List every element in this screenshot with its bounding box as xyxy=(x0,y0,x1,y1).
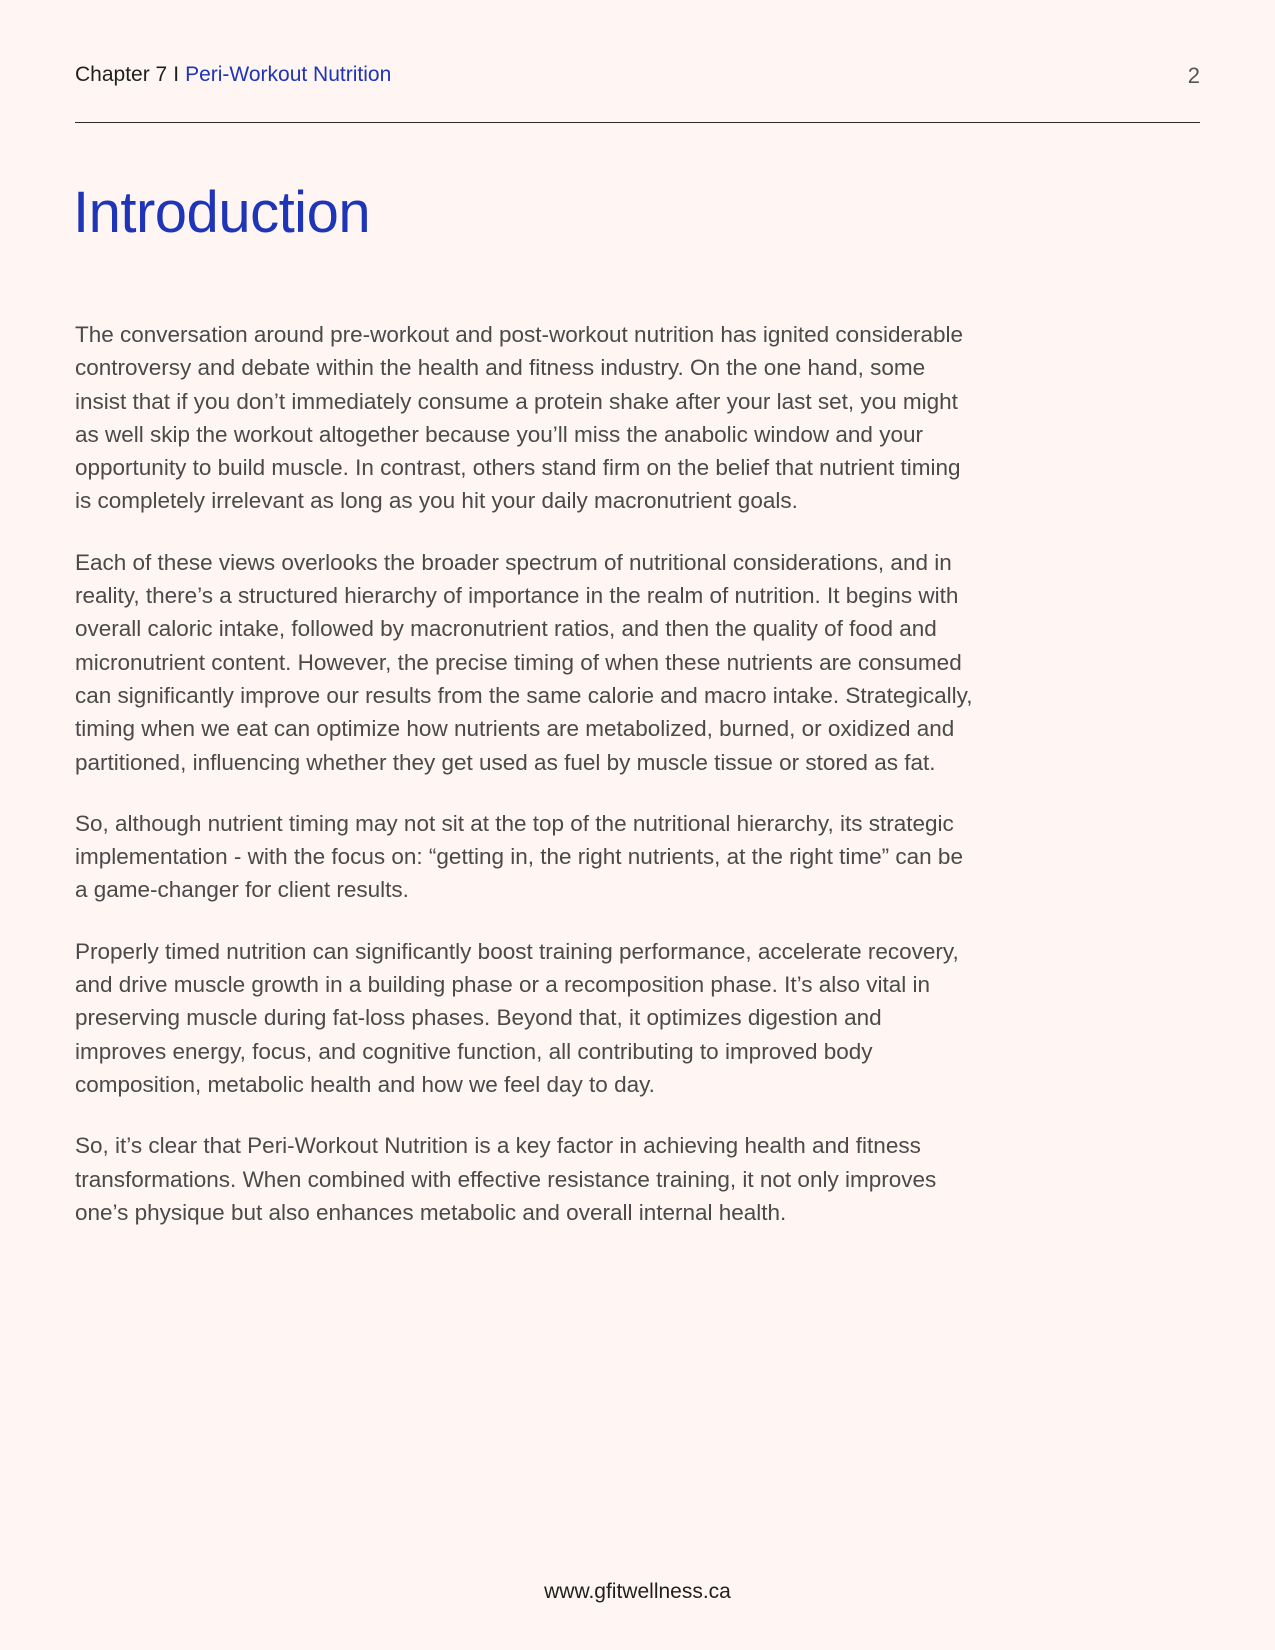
paragraph: So, although nutrient timing may not sit at the top of the nutritional hierarchy, its strategic implementation - with the focus on: “getting in, the right nutrients, at the right time” can be a game-changer for client results. xyxy=(75,810,963,903)
paragraph: So, it’s clear that Peri-Workout Nutrition is a key factor in achieving health and fitness transformations. When combined with effective resistance training, it not only improves one’s physique but also enhances metabolic and overall internal health. xyxy=(75,1133,937,1225)
paragraph: The conversation around pre-workout and post-workout nutrition has ignited considerable controversy and debate within the health and fitness industry. On the one hand, some insist that if you don’t immediately consume a protein shake after your last set, you might as well skip the workout altogether because you’ll miss the anabolic window and your opportunity to build muscle. In contrast, others stand firm on the belief that nutrient timing is completely irrelevant as long as you hit your daily macronutrient goals. xyxy=(75,322,964,514)
body-text xyxy=(75,318,975,1257)
paragraph: Each of these views overlooks the broader spectrum of nutritional considerations, and in reality, there’s a structured hierarchy of importance in the realm of nutrition. It begins with overall caloric intake, followed by macronutrient ratios, and then the quality of food and micronutrient content. However, the precise timing of when these nutrients are consumed can significantly improve our results from the same calorie and macro intake. Strategically, timing when we eat can optimize how nutrients are metabolized, burned, or oxidized and partitioned, influencing whether they get used as fuel by muscle tissue or stored as fat. xyxy=(75,549,973,775)
running-head xyxy=(75,63,391,87)
page-title: Introduction xyxy=(73,180,371,245)
section-title: Peri-Workout Nutrition xyxy=(185,63,392,86)
footer-website: www.gfitwellness.ca xyxy=(544,1580,731,1603)
page-header xyxy=(75,60,1200,123)
chapter-label: Chapter 7 xyxy=(75,63,168,86)
header-separator: I xyxy=(173,63,180,86)
paragraph: Properly timed nutrition can significantly boost training performance, accelerate recovery, and drive muscle growth in a building phase or a recomposition phase. It’s also vital in preserving muscle during fat-loss phases. Beyond that, it optimizes digestion and improves energy, focus, and cognitive function, all contributing to improved body composition, metabolic health and how we feel day to day. xyxy=(75,938,959,1097)
page-number: 2 xyxy=(1187,63,1200,88)
